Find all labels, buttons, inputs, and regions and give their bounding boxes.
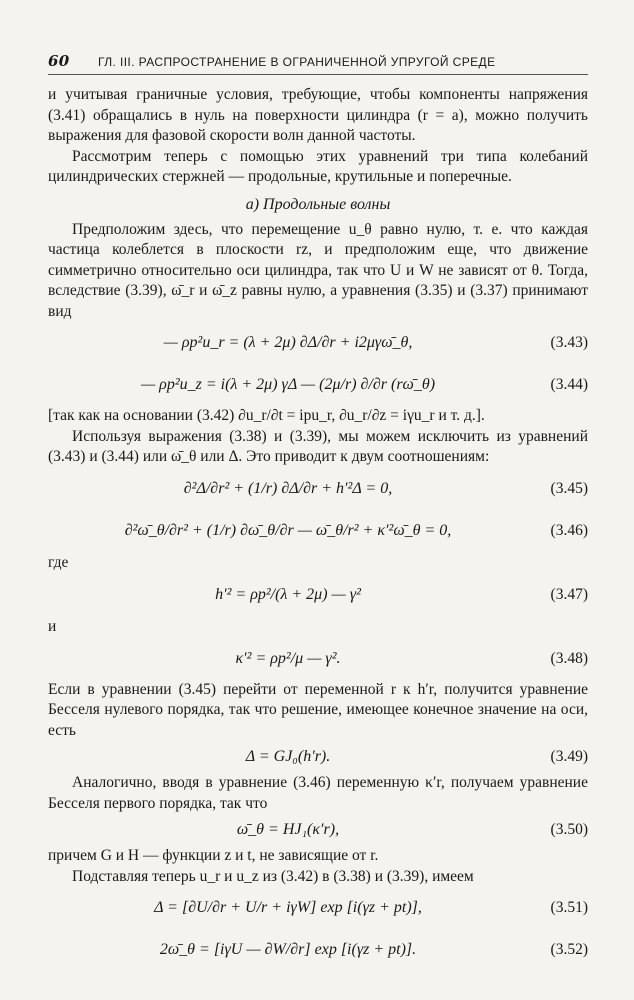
equation-number: (3.51) — [550, 899, 588, 916]
equation-body: κ′² = ρp²/μ — γ². — [235, 649, 341, 667]
equation-number: (3.45) — [550, 479, 588, 497]
running-head — [48, 52, 588, 75]
equation-number: (3.43) — [550, 334, 588, 351]
equation-3-45 — [48, 468, 588, 510]
chapter-title: ГЛ. III. РАСПРОСТРАНЕНИЕ В ОГРАНИЧЕННОЙ УПРУГОЙ СРЕДЕ — [98, 55, 496, 69]
page-number: 60 — [48, 52, 70, 70]
equation-body: Δ = [∂U/∂r + U/r + iγW] exp [i(γz + pt)], — [154, 899, 422, 916]
equation-number: (3.47) — [550, 585, 588, 603]
equation-number: (3.49) — [550, 748, 588, 765]
equation-3-49 — [48, 741, 588, 773]
equation-body: 2ω̄_θ = [iγU — ∂W/∂r] exp [i(γz + pt)]. — [159, 941, 417, 958]
equation-number: (3.44) — [550, 376, 588, 393]
equation-number: (3.52) — [550, 941, 588, 958]
word-gde: где — [48, 553, 69, 571]
paragraph-3: Предположим здесь, что перемещение u_θ равно нулю, т. е. что каждая частица колеблется в плоскости rz, и предположим еще, что движение симметрично относительно оси цилиндра, так что U и W не зависят от θ. Тогда, вследствие (3.39), ω̄_r и ω̄_z равны нулю, а уравнения (3.35) и (3.37) принимают вид — [48, 220, 588, 320]
equation-3-46 — [48, 510, 588, 552]
equation-number: (3.46) — [550, 521, 588, 539]
equation-body: — ρp²u_r = (λ + 2μ) ∂Δ/∂r + i2μγω̄_θ, — [163, 334, 413, 351]
equation-body: ∂²Δ/∂r² + (1/r) ∂Δ/∂r + h′²Δ = 0, — [183, 479, 393, 497]
paragraph-2: Рассмотрим теперь с помощью этих уравнений три типа колебаний цилиндрических стержней — продольные, крутильные и поперечные. — [48, 147, 588, 185]
equation-body: Δ = GJ₀(h′r). — [245, 748, 331, 765]
equation-3-50 — [48, 814, 588, 846]
paragraph-5: Используя выражения (3.38) и (3.39), мы можем исключить из уравнений (3.43) и (3.44) или ω̄_θ или Δ. Это приводит к двум соотношениям: — [48, 427, 588, 465]
equation-body: ω̄_θ = HJ₁(κ′r), — [236, 821, 340, 838]
paragraph-4: [так как на основании (3.42) ∂u_r/∂t = ipu_r, ∂u_r/∂z = iγu_r и т. д.]. — [48, 407, 485, 424]
equation-number: (3.50) — [550, 821, 588, 838]
paragraph-8: причем G и H — функции z и t, не зависящие от r. — [48, 847, 379, 864]
paragraph-1: и учитывая граничные условия, требующие, чтобы компоненты напряжения (3.41) обращались в нуль на поверхности цилиндра (r = a), можно получить выражения для фазовой скорости волн данной частоты. — [48, 86, 588, 144]
equation-number: (3.48) — [550, 649, 588, 667]
equation-3-44 — [48, 364, 588, 406]
equation-body: h′² = ρp²/(λ + 2μ) — γ² — [215, 585, 361, 603]
equation-3-52 — [48, 929, 588, 971]
equation-3-47 — [48, 574, 588, 616]
equation-3-51 — [48, 887, 588, 929]
paragraph-9: Подставляя теперь u_r и u_z из (3.42) в (3.38) и (3.39), имеем — [72, 867, 474, 885]
paragraph-7: Аналогично, вводя в уравнение (3.46) переменную κ′r, получаем уравнение Бесселя первого порядка, так что — [48, 774, 588, 812]
paragraph-6: Если в уравнении (3.45) перейти от переменной r к h′r, получится уравнение Бесселя нулевого порядка, так что решение, имеющее конечное значение на оси, есть — [48, 680, 588, 739]
equation-3-43 — [48, 322, 588, 364]
section-title: а) Продольные волны — [245, 195, 391, 213]
equation-3-48 — [48, 638, 588, 680]
word-i: и — [48, 617, 57, 635]
equation-body: — ρp²u_z = i(λ + 2μ) γΔ — (2μ/r) ∂/∂r (rω̄_θ) — [140, 376, 436, 393]
book-page — [48, 52, 588, 971]
equation-body: ∂²ω̄_θ/∂r² + (1/r) ∂ω̄_θ/∂r — ω̄_θ/r² + κ′²ω̄_θ = 0, — [124, 521, 452, 539]
